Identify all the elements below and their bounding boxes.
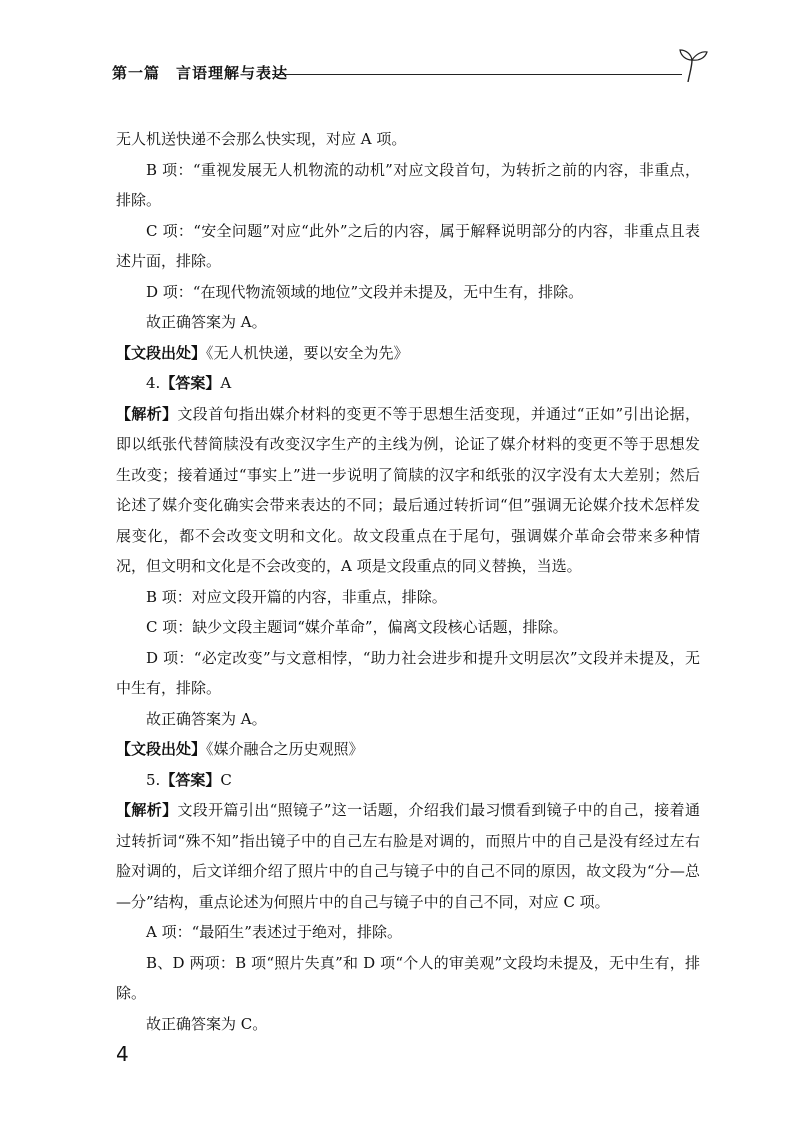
option-d-analysis: D 项：“在现代物流领域的地位”文段并未提及，无中生有，排除。	[146, 282, 584, 301]
question-number: 5.	[146, 770, 161, 789]
option-d-analysis: D 项：“必定改变”与文意相悖，“助力社会进步和提升文明层次”文段并未提及，无中生有，排除。	[116, 648, 700, 697]
source-title: 《媒介融合之历史观照》	[206, 740, 364, 758]
answer-tag: 【答案】	[160, 374, 221, 392]
page-number: 4	[116, 1042, 129, 1066]
answer-line	[116, 765, 700, 796]
answer-value: A	[220, 374, 232, 392]
answer-explanation-body	[116, 124, 700, 1039]
answer-line	[116, 368, 700, 399]
option-bd-analysis: B、D 两项：B 项“照片失真”和 D 项“个人的审美观”文段均未提及，无中生有，排除。	[116, 953, 700, 1002]
source-title: 《无人机快递，要以安全为先》	[206, 343, 409, 362]
running-header	[112, 62, 702, 86]
option-b-analysis: B 项：对应文段开篇的内容，非重点，排除。	[146, 587, 447, 606]
sprout-icon	[678, 46, 708, 82]
source-tag: 【文段出处】	[116, 740, 207, 758]
correct-answer: 故正确答案为 A。	[146, 709, 267, 728]
answer-value: C	[220, 770, 232, 789]
analysis-paragraph	[116, 795, 700, 917]
paragraph: 无人机送快递不会那么快实现，对应 A 项。	[116, 130, 407, 148]
header-title: 第一篇 言语理解与表达	[112, 64, 289, 82]
analysis-paragraph	[116, 399, 700, 582]
correct-answer: 故正确答案为 C。	[146, 1014, 268, 1033]
analysis-tag: 【解析】	[116, 801, 178, 819]
option-a-analysis: A 项：“最陌生”表述过于绝对，排除。	[146, 923, 402, 941]
header-rule	[272, 74, 682, 75]
analysis-tag: 【解析】	[116, 404, 178, 423]
option-c-analysis: C 项：缺少文段主题词“媒介革命”，偏离文段核心话题，排除。	[146, 618, 568, 636]
analysis-text: 文段首句指出媒介材料的变更不等于思想生活变现，并通过“正如”引出论据，即以纸张代替简牍没有改变汉字生产的主线为例，论证了媒介材料的变更不等于思想发生改变；接着通过“事实上”进一步说明了简牍的汉字和纸张的汉字没有太大差别；然后论述了媒介变化确实会带来表达的不同；最后通过转折词“但”强调无论媒介技术怎样发展变化，都不会改变文明和文化。故文段重点在于尾句，强调媒介革命会带来多种情况，但文明和文化是不会改变的，A 项是文段重点的同义替换，当选。	[116, 404, 700, 575]
correct-answer: 故正确答案为 A。	[146, 313, 267, 331]
answer-tag: 【答案】	[160, 770, 221, 789]
source-line	[116, 338, 700, 369]
source-line	[116, 734, 700, 765]
question-number: 4.	[146, 374, 161, 392]
option-c-analysis: C 项：“安全问题”对应“此外”之后的内容，属于解释说明部分的内容，非重点且表述片面，排除。	[116, 221, 700, 270]
source-tag: 【文段出处】	[116, 343, 207, 362]
analysis-text: 文段开篇引出“照镜子”这一话题，介绍我们最习惯看到镜子中的自己，接着通过转折词“殊不知”指出镜子中的自己左右脸是对调的，而照片中的自己是没有经过左右脸对调的，后文详细介绍了照片中的自己与镜子中的自己不同的原因，故文段为“分—总—分”结构，重点论述为何照片中的自己与镜子中的自己不同，对应 C 项。	[116, 801, 700, 911]
option-b-analysis: B 项：“重视发展无人机物流的动机”对应文段首句，为转折之前的内容，非重点，排除。	[116, 160, 700, 209]
